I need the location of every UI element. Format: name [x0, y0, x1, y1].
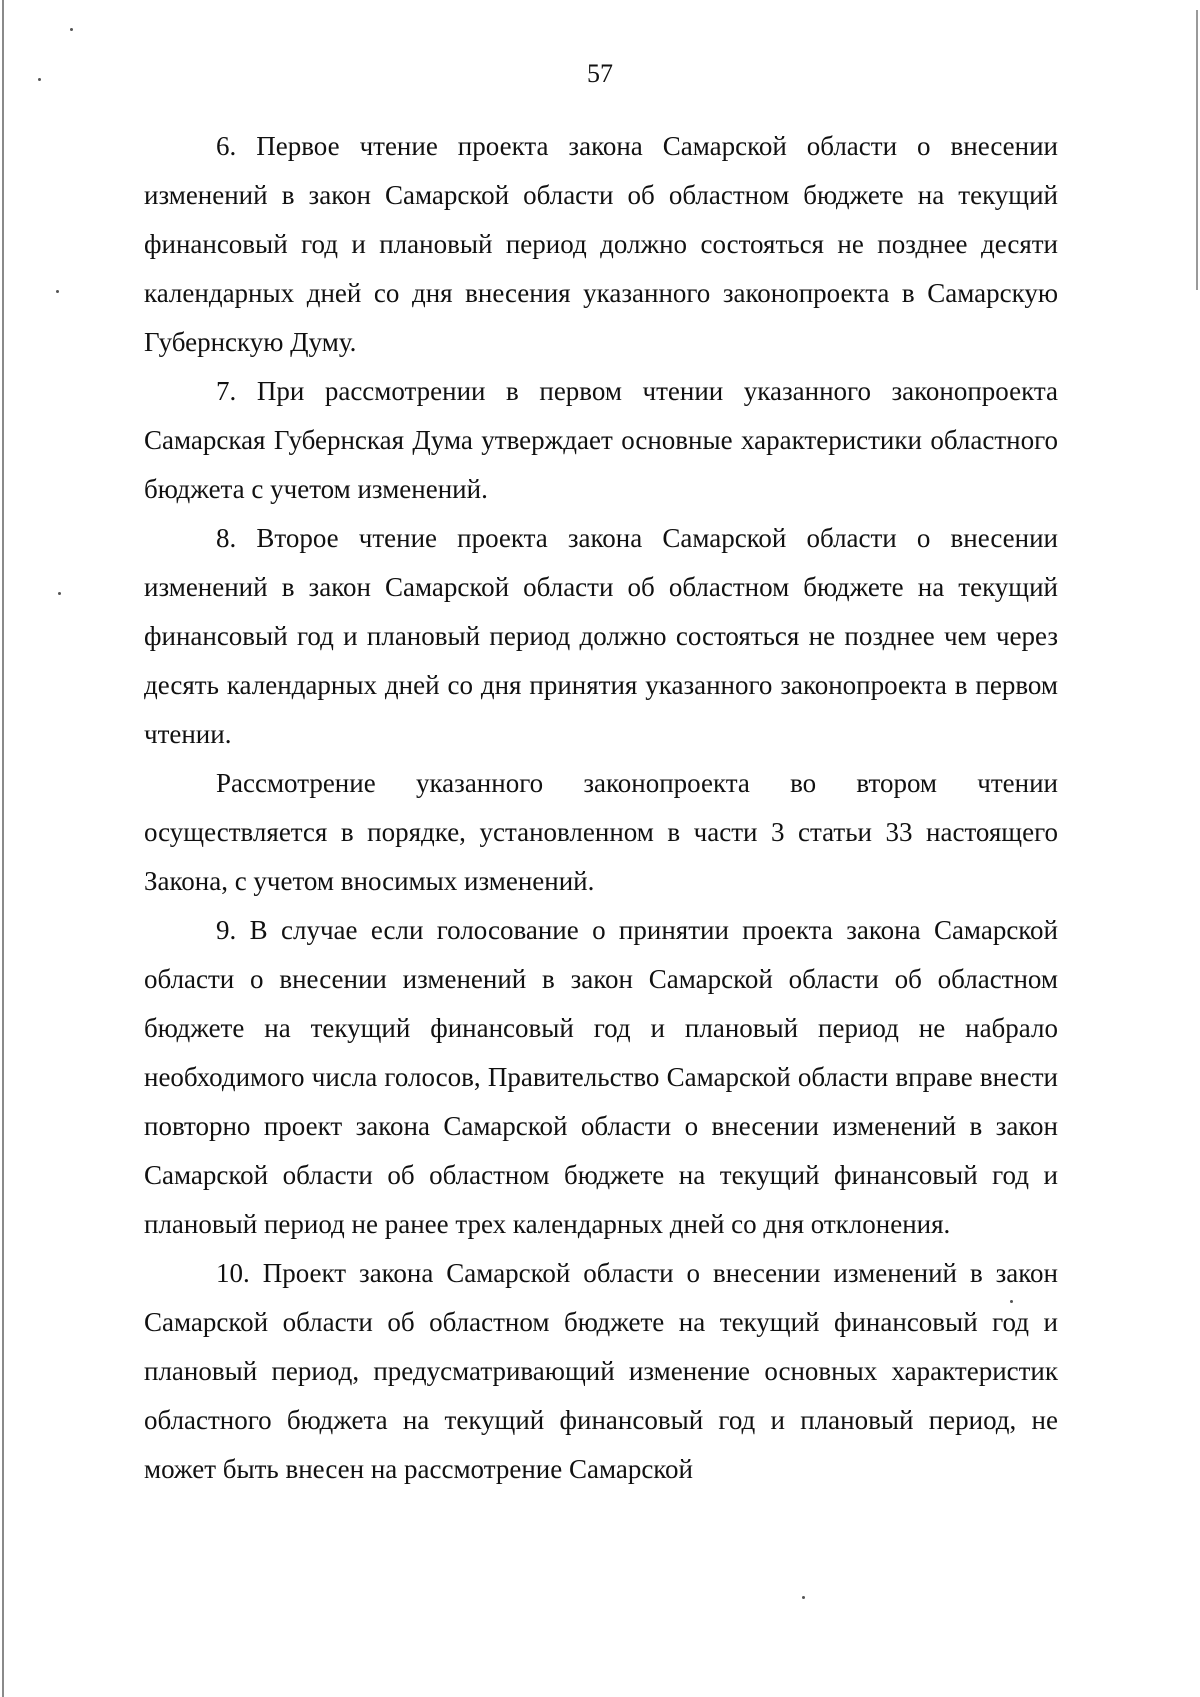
scan-speck [58, 592, 61, 595]
paragraph-item-6: 6. Первое чтение проекта закона Самарской области о внесении изменений в закон Самарской области об областном бюджете на текущий финансовый год и плановый период должно состояться не позднее десяти календарных дней со дня внесения указанного законопроекта в Самарскую Губернскую Думу. [144, 131, 1058, 357]
scan-speck [802, 1596, 805, 1599]
paragraph-item-8: 8. Второе чтение проекта закона Самарской области о внесении изменений в закон Самарской области об областном бюджете на текущий финансовый год и плановый период должно состояться не позднее чем через десять календарных дней со дня принятия указанного законопроекта в первом чтении. [144, 523, 1058, 749]
scan-right-edge [1196, 10, 1198, 290]
scan-speck [56, 290, 59, 293]
paragraph-item-9: 9. В случае если голосование о принятии проекта закона Самарской области о внесении изменений в закон Самарской области об областном бюджете на текущий финансовый год и плановый период не набрало необходимого числа голосов, Правительство Самарской области вправе внести повторно проект закона Самарской области о внесении изменений в закон Самарской области об областном бюджете на текущий финансовый год и плановый период не ранее трех календарных дней со дня отклонения. [144, 915, 1058, 1239]
scan-left-edge [2, 0, 4, 1697]
page-number: 57 [587, 59, 613, 88]
paragraph-item-7: 7. При рассмотрении в первом чтении указанного законопроекта Самарская Губернская Дума утверждает основные характеристики областного бюджета с учетом изменений. [144, 376, 1058, 504]
paragraph-item-10: 10. Проект закона Самарской области о внесении изменений в закон Самарской области об областном бюджете на текущий финансовый год и плановый период, предусматривающий изменение основных характеристик областного бюджета на текущий финансовый год и плановый период, не может быть внесен на рассмотрение Самарской [144, 1258, 1058, 1484]
document-body [144, 122, 1058, 1494]
paragraph-item-8-continued: Рассмотрение указанного законопроекта во втором чтении осуществляется в порядке, установленном в части 3 статьи 33 настоящего Закона, с учетом вносимых изменений. [144, 768, 1058, 896]
scan-speck [70, 28, 73, 31]
